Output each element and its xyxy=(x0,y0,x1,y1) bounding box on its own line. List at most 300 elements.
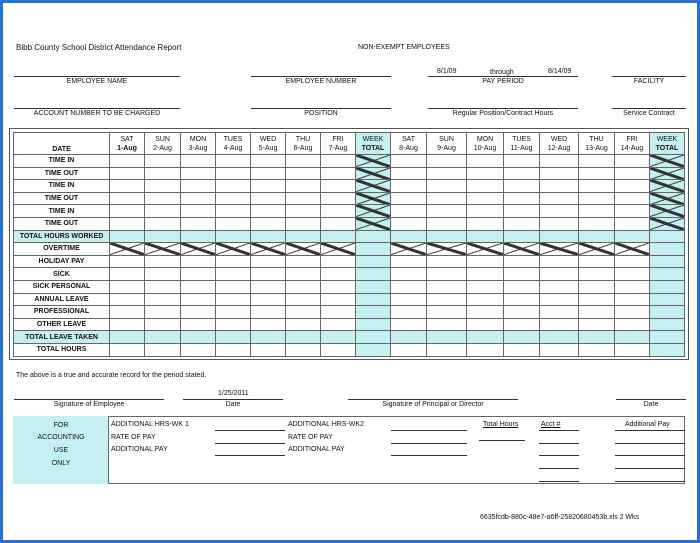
time-cell[interactable] xyxy=(251,155,286,168)
time-cell[interactable] xyxy=(181,306,216,319)
time-cell[interactable] xyxy=(145,205,181,218)
time-cell[interactable] xyxy=(650,318,685,331)
acct-field-4[interactable] xyxy=(539,468,579,469)
table-row xyxy=(14,167,685,180)
additional-pay-2-field[interactable] xyxy=(391,455,467,456)
principal-signature-label: Signature of Principal or Director xyxy=(382,401,484,408)
time-cell[interactable] xyxy=(356,268,391,281)
time-cell[interactable] xyxy=(427,331,467,344)
addl-pay-field-4[interactable] xyxy=(615,468,685,469)
time-cell[interactable] xyxy=(321,205,356,218)
time-cell[interactable] xyxy=(321,155,356,168)
acct-field-1[interactable] xyxy=(539,430,579,431)
column-header xyxy=(251,133,286,155)
time-cell[interactable] xyxy=(181,343,216,356)
time-cell[interactable] xyxy=(286,318,321,331)
time-cell[interactable] xyxy=(110,167,145,180)
time-cell[interactable] xyxy=(467,180,504,193)
time-cell[interactable] xyxy=(467,280,504,293)
crossed-cell xyxy=(650,217,685,230)
acct-field-3[interactable] xyxy=(539,455,579,456)
time-cell[interactable] xyxy=(216,217,251,230)
principal-date-line[interactable] xyxy=(616,399,686,400)
time-cell[interactable] xyxy=(467,331,504,344)
time-cell[interactable] xyxy=(615,331,650,344)
additional-hrs-wk1-label: ADDITIONAL HRS-WK 1 xyxy=(111,421,189,428)
time-cell[interactable] xyxy=(216,343,251,356)
time-cell[interactable] xyxy=(467,255,504,268)
time-cell[interactable] xyxy=(579,155,615,168)
time-cell[interactable] xyxy=(145,217,181,230)
time-cell[interactable] xyxy=(391,343,427,356)
time-cell[interactable] xyxy=(650,306,685,319)
time-cell[interactable] xyxy=(216,268,251,281)
time-cell[interactable] xyxy=(251,343,286,356)
time-cell[interactable] xyxy=(467,293,504,306)
time-cell[interactable] xyxy=(579,280,615,293)
rate-of-pay-2-label: RATE OF PAY xyxy=(288,434,333,441)
column-header xyxy=(110,133,145,155)
row-label: TOTAL HOURS xyxy=(14,343,110,356)
time-cell[interactable] xyxy=(110,268,145,281)
time-cell[interactable] xyxy=(540,230,579,243)
time-cell[interactable] xyxy=(216,230,251,243)
time-cell[interactable] xyxy=(145,306,181,319)
time-cell[interactable] xyxy=(615,318,650,331)
time-cell[interactable] xyxy=(356,230,391,243)
time-cell[interactable] xyxy=(615,155,650,168)
time-cell[interactable] xyxy=(181,331,216,344)
column-day: SUN xyxy=(155,135,170,143)
time-cell[interactable] xyxy=(251,255,286,268)
time-cell[interactable] xyxy=(391,268,427,281)
time-cell[interactable] xyxy=(391,205,427,218)
crossed-cell xyxy=(356,167,391,180)
time-cell[interactable] xyxy=(251,306,286,319)
time-cell[interactable] xyxy=(650,331,685,344)
crossed-cell xyxy=(286,243,321,256)
time-cell[interactable] xyxy=(504,155,540,168)
column-day: MON xyxy=(189,135,207,143)
time-cell[interactable] xyxy=(286,293,321,306)
crossed-cell xyxy=(356,205,391,218)
column-date: 3-Aug xyxy=(188,144,208,152)
time-cell[interactable] xyxy=(145,318,181,331)
time-cell[interactable] xyxy=(321,217,356,230)
report-subtitle: NON-EXEMPT EMPLOYEES xyxy=(358,44,450,51)
additional-pay-heading: Additional Pay xyxy=(625,421,670,428)
time-cell[interactable] xyxy=(579,217,615,230)
table-row xyxy=(14,343,685,356)
table-row xyxy=(14,155,685,168)
time-cell[interactable] xyxy=(615,167,650,180)
time-cell[interactable] xyxy=(181,268,216,281)
additional-pay-field[interactable] xyxy=(215,455,285,456)
time-cell[interactable] xyxy=(540,255,579,268)
time-cell[interactable] xyxy=(216,167,251,180)
time-cell[interactable] xyxy=(321,343,356,356)
time-cell[interactable] xyxy=(216,331,251,344)
time-cell[interactable] xyxy=(540,180,579,193)
column-day: SUN xyxy=(439,135,454,143)
time-cell[interactable] xyxy=(391,280,427,293)
time-cell[interactable] xyxy=(615,180,650,193)
time-cell[interactable] xyxy=(251,280,286,293)
time-cell[interactable] xyxy=(427,167,467,180)
time-cell[interactable] xyxy=(579,343,615,356)
time-cell[interactable] xyxy=(650,255,685,268)
time-cell[interactable] xyxy=(504,331,540,344)
time-cell[interactable] xyxy=(321,306,356,319)
time-cell[interactable] xyxy=(579,306,615,319)
time-cell[interactable] xyxy=(467,217,504,230)
time-cell[interactable] xyxy=(145,293,181,306)
time-cell[interactable] xyxy=(216,180,251,193)
time-cell[interactable] xyxy=(579,331,615,344)
time-cell[interactable] xyxy=(321,167,356,180)
column-header xyxy=(181,133,216,155)
column-day: WEEK xyxy=(656,135,678,143)
time-cell[interactable] xyxy=(216,318,251,331)
time-cell[interactable] xyxy=(356,318,391,331)
time-cell[interactable] xyxy=(504,180,540,193)
time-cell[interactable] xyxy=(110,155,145,168)
time-cell[interactable] xyxy=(356,255,391,268)
time-cell[interactable] xyxy=(286,205,321,218)
time-cell[interactable] xyxy=(504,217,540,230)
time-cell[interactable] xyxy=(181,255,216,268)
addl-pay-field-5[interactable] xyxy=(615,481,685,482)
for-accounting-line-4: ONLY xyxy=(51,460,71,467)
crossed-cell xyxy=(650,167,685,180)
time-cell[interactable] xyxy=(467,306,504,319)
time-cell[interactable] xyxy=(321,180,356,193)
additional-hrs-wk1-field[interactable] xyxy=(215,430,285,431)
time-cell[interactable] xyxy=(540,192,579,205)
time-cell[interactable] xyxy=(540,293,579,306)
time-cell[interactable] xyxy=(615,306,650,319)
time-cell[interactable] xyxy=(145,280,181,293)
time-cell[interactable] xyxy=(251,205,286,218)
time-cell[interactable] xyxy=(145,192,181,205)
time-cell[interactable] xyxy=(540,280,579,293)
time-cell[interactable] xyxy=(286,343,321,356)
time-cell[interactable] xyxy=(286,268,321,281)
time-cell[interactable] xyxy=(615,255,650,268)
time-cell[interactable] xyxy=(650,243,685,256)
time-cell[interactable] xyxy=(467,192,504,205)
time-cell[interactable] xyxy=(504,293,540,306)
time-cell[interactable] xyxy=(145,343,181,356)
time-cell[interactable] xyxy=(251,230,286,243)
time-cell[interactable] xyxy=(579,180,615,193)
time-cell[interactable] xyxy=(650,343,685,356)
time-cell[interactable] xyxy=(216,255,251,268)
time-cell[interactable] xyxy=(427,318,467,331)
time-cell[interactable] xyxy=(504,318,540,331)
time-cell[interactable] xyxy=(504,192,540,205)
time-cell[interactable] xyxy=(504,255,540,268)
time-cell[interactable] xyxy=(286,255,321,268)
time-cell[interactable] xyxy=(540,318,579,331)
table-row xyxy=(14,217,685,230)
time-cell[interactable] xyxy=(540,268,579,281)
time-cell[interactable] xyxy=(286,155,321,168)
addl-pay-field-1[interactable] xyxy=(615,430,685,431)
time-cell[interactable] xyxy=(615,268,650,281)
addl-pay-field-3[interactable] xyxy=(615,455,685,456)
time-cell[interactable] xyxy=(427,230,467,243)
period-through: through xyxy=(490,69,514,76)
time-cell[interactable] xyxy=(321,331,356,344)
time-cell[interactable] xyxy=(504,268,540,281)
time-cell[interactable] xyxy=(251,167,286,180)
time-cell[interactable] xyxy=(615,280,650,293)
time-cell[interactable] xyxy=(110,205,145,218)
time-cell[interactable] xyxy=(427,180,467,193)
time-cell[interactable] xyxy=(251,217,286,230)
time-cell[interactable] xyxy=(110,217,145,230)
column-date: 14-Aug xyxy=(620,144,644,152)
time-cell[interactable] xyxy=(427,306,467,319)
time-cell[interactable] xyxy=(467,230,504,243)
crossed-cell xyxy=(579,243,615,256)
report-title: Bibb County School District Attendance Report xyxy=(16,43,182,52)
time-cell[interactable] xyxy=(615,205,650,218)
time-cell[interactable] xyxy=(181,155,216,168)
crossed-cell xyxy=(356,155,391,168)
crossed-cell xyxy=(356,192,391,205)
time-cell[interactable] xyxy=(579,268,615,281)
time-cell[interactable] xyxy=(321,255,356,268)
time-cell[interactable] xyxy=(321,268,356,281)
time-cell[interactable] xyxy=(356,306,391,319)
crossed-cell xyxy=(467,243,504,256)
time-cell[interactable] xyxy=(504,343,540,356)
time-cell[interactable] xyxy=(286,167,321,180)
time-cell[interactable] xyxy=(181,280,216,293)
time-cell[interactable] xyxy=(321,318,356,331)
time-cell[interactable] xyxy=(181,318,216,331)
time-cell[interactable] xyxy=(615,192,650,205)
time-cell[interactable] xyxy=(615,230,650,243)
time-cell[interactable] xyxy=(467,205,504,218)
crossed-cell xyxy=(650,192,685,205)
time-cell[interactable] xyxy=(286,180,321,193)
time-cell[interactable] xyxy=(251,293,286,306)
time-cell[interactable] xyxy=(391,180,427,193)
time-cell[interactable] xyxy=(356,331,391,344)
table-row xyxy=(14,280,685,293)
crossed-cell xyxy=(251,243,286,256)
employee-date-line[interactable] xyxy=(183,399,283,400)
total-hours-heading: Total Hours xyxy=(483,421,519,428)
time-cell[interactable] xyxy=(251,318,286,331)
total-hours-field[interactable] xyxy=(479,440,525,441)
time-cell[interactable] xyxy=(110,180,145,193)
time-cell[interactable] xyxy=(251,331,286,344)
additional-hrs-wk2-field[interactable] xyxy=(391,430,467,431)
time-cell[interactable] xyxy=(427,343,467,356)
time-cell[interactable] xyxy=(286,192,321,205)
column-date: 11-Aug xyxy=(510,144,533,152)
certify-date-value: 1/25/2011 xyxy=(218,390,249,397)
column-date: 2-Aug xyxy=(153,144,172,152)
time-cell[interactable] xyxy=(504,167,540,180)
time-cell[interactable] xyxy=(321,230,356,243)
time-cell[interactable] xyxy=(181,167,216,180)
position-label: POSITION xyxy=(304,110,338,117)
time-cell[interactable] xyxy=(579,167,615,180)
time-cell[interactable] xyxy=(427,217,467,230)
time-cell[interactable] xyxy=(110,331,145,344)
time-cell[interactable] xyxy=(181,180,216,193)
time-cell[interactable] xyxy=(467,167,504,180)
employee-number-label: EMPLOYEE NUMBER xyxy=(285,78,357,85)
employee-signature-line[interactable] xyxy=(14,399,164,400)
time-cell[interactable] xyxy=(540,167,579,180)
time-cell[interactable] xyxy=(427,268,467,281)
column-day: TUES xyxy=(223,135,243,143)
time-cell[interactable] xyxy=(181,192,216,205)
time-cell[interactable] xyxy=(579,205,615,218)
time-cell[interactable] xyxy=(110,255,145,268)
time-cell[interactable] xyxy=(467,268,504,281)
acct-no-heading: Acct # xyxy=(541,421,561,428)
time-cell[interactable] xyxy=(216,205,251,218)
time-cell[interactable] xyxy=(110,318,145,331)
time-cell[interactable] xyxy=(286,230,321,243)
rate-of-pay-field[interactable] xyxy=(215,443,285,444)
time-cell[interactable] xyxy=(615,343,650,356)
time-cell[interactable] xyxy=(540,205,579,218)
time-cell[interactable] xyxy=(321,192,356,205)
time-cell[interactable] xyxy=(356,293,391,306)
row-label: SICK xyxy=(14,268,110,281)
rate-of-pay-2-field[interactable] xyxy=(391,443,467,444)
time-cell[interactable] xyxy=(540,217,579,230)
time-cell[interactable] xyxy=(391,192,427,205)
time-cell[interactable] xyxy=(356,343,391,356)
time-cell[interactable] xyxy=(467,318,504,331)
regular-position-line xyxy=(428,108,578,109)
pay-period-line xyxy=(428,76,578,77)
time-cell[interactable] xyxy=(145,331,181,344)
addl-pay-field-2[interactable] xyxy=(615,443,685,444)
time-cell[interactable] xyxy=(650,280,685,293)
time-cell[interactable] xyxy=(579,230,615,243)
time-cell[interactable] xyxy=(427,293,467,306)
time-cell[interactable] xyxy=(391,217,427,230)
time-cell[interactable] xyxy=(427,192,467,205)
time-cell[interactable] xyxy=(391,331,427,344)
time-cell[interactable] xyxy=(540,343,579,356)
time-cell[interactable] xyxy=(579,255,615,268)
table-row xyxy=(14,205,685,218)
time-cell[interactable] xyxy=(216,192,251,205)
time-cell[interactable] xyxy=(615,217,650,230)
time-cell[interactable] xyxy=(504,230,540,243)
time-cell[interactable] xyxy=(391,230,427,243)
time-cell[interactable] xyxy=(145,230,181,243)
time-cell[interactable] xyxy=(579,192,615,205)
column-day: WEEK xyxy=(362,135,384,143)
time-cell[interactable] xyxy=(286,217,321,230)
time-cell[interactable] xyxy=(216,306,251,319)
time-cell[interactable] xyxy=(579,293,615,306)
time-cell[interactable] xyxy=(579,318,615,331)
time-cell[interactable] xyxy=(181,293,216,306)
time-cell[interactable] xyxy=(216,280,251,293)
time-cell[interactable] xyxy=(216,155,251,168)
time-cell[interactable] xyxy=(181,205,216,218)
time-cell[interactable] xyxy=(650,230,685,243)
time-cell[interactable] xyxy=(251,180,286,193)
time-cell[interactable] xyxy=(504,306,540,319)
time-cell[interactable] xyxy=(540,155,579,168)
acct-field-5[interactable] xyxy=(539,481,579,482)
time-cell[interactable] xyxy=(181,230,216,243)
time-cell[interactable] xyxy=(540,306,579,319)
time-cell[interactable] xyxy=(650,293,685,306)
time-cell[interactable] xyxy=(540,331,579,344)
time-cell[interactable] xyxy=(615,293,650,306)
time-cell[interactable] xyxy=(145,180,181,193)
time-cell[interactable] xyxy=(286,306,321,319)
time-cell[interactable] xyxy=(391,167,427,180)
time-cell[interactable] xyxy=(391,318,427,331)
acct-field-2[interactable] xyxy=(539,443,579,444)
time-cell[interactable] xyxy=(391,293,427,306)
time-cell[interactable] xyxy=(356,280,391,293)
time-cell[interactable] xyxy=(110,230,145,243)
time-cell[interactable] xyxy=(356,243,391,256)
time-cell[interactable] xyxy=(145,155,181,168)
time-cell[interactable] xyxy=(427,280,467,293)
time-cell[interactable] xyxy=(391,255,427,268)
time-cell[interactable] xyxy=(286,280,321,293)
time-cell[interactable] xyxy=(321,280,356,293)
time-cell[interactable] xyxy=(181,217,216,230)
for-accounting-line-2: ACCOUNTING xyxy=(37,434,85,441)
time-cell[interactable] xyxy=(427,255,467,268)
time-cell[interactable] xyxy=(216,293,251,306)
time-cell[interactable] xyxy=(467,155,504,168)
principal-signature-line[interactable] xyxy=(348,399,518,400)
time-cell[interactable] xyxy=(110,343,145,356)
time-cell[interactable] xyxy=(145,268,181,281)
time-cell[interactable] xyxy=(251,268,286,281)
time-cell[interactable] xyxy=(110,192,145,205)
time-cell[interactable] xyxy=(110,280,145,293)
time-cell[interactable] xyxy=(467,343,504,356)
time-cell[interactable] xyxy=(391,306,427,319)
time-cell[interactable] xyxy=(286,331,321,344)
column-date: 10-Aug xyxy=(473,144,497,152)
time-cell[interactable] xyxy=(427,205,467,218)
time-cell[interactable] xyxy=(321,293,356,306)
time-cell[interactable] xyxy=(145,255,181,268)
time-cell[interactable] xyxy=(391,155,427,168)
time-cell[interactable] xyxy=(650,268,685,281)
time-cell[interactable] xyxy=(251,192,286,205)
time-cell[interactable] xyxy=(110,306,145,319)
time-cell[interactable] xyxy=(504,280,540,293)
time-cell[interactable] xyxy=(110,293,145,306)
time-cell[interactable] xyxy=(145,167,181,180)
time-cell[interactable] xyxy=(504,205,540,218)
time-cell[interactable] xyxy=(427,155,467,168)
